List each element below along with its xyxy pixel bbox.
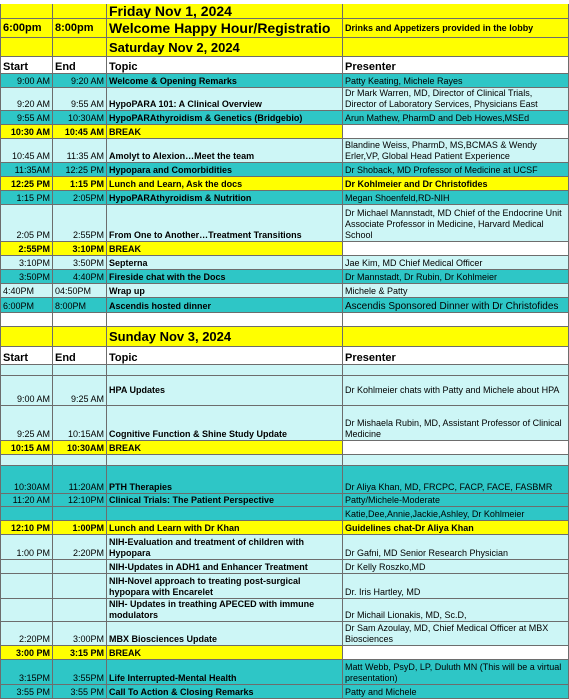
friday-start: 6:00pm [0, 19, 53, 38]
table-row: 6:00PM 8:00PM Ascendis hosted dinner Ascendis Sponsored Dinner with Dr Christofides [0, 298, 569, 313]
table-row: 3:50PM 4:40PM Fireside chat with the Docs Dr Mannstadt, Dr Rubin, Dr Kohlmeier [0, 270, 569, 284]
table-row: 3:15PM 3:55PM Life Interrupted-Mental Health Matt Webb, PsyD, LP, Duluth MN (This will be a virtual presentation) [0, 660, 569, 685]
presenter-header: Presenter [343, 57, 569, 74]
lunch-row: 12:10 PM 1:00PM Lunch and Learn with Dr Khan Guidelines chat-Dr Aliya Khan [0, 521, 569, 535]
table-row: 9:00 AM 9:20 AM Welcome & Opening Remarks Patty Keating, Michele Rayes [0, 74, 569, 88]
end-header: End [53, 57, 107, 74]
table-row: NIH- Updates in treathing APECED with immune modulators Dr Michail Lionakis, MD, Sc.D, [0, 599, 569, 622]
table-row: 9:25 AM 10:15AM Cognitive Function & Shine Study Update Dr Mishaela Rubin, MD, Assistant Professor of Clinical Medicine [0, 406, 569, 441]
break-row: 2:55PM 3:10PM BREAK [0, 242, 569, 256]
table-row: 2:05 PM 2:55PM From One to Another…Treatment Transitions Dr Michael Mannstadt, MD Chief of the Endocrine Unit Associate Professor in Medicine, Harvard Medical School [0, 205, 569, 242]
table-row: 9:20 AM 9:55 AM HypoPARA 101: A Clinical Overview Dr Mark Warren, MD, Director of Clinical Trials, Director of Laboratory Services, Physicians East [0, 88, 569, 111]
table-row: NIH-Updates in ADH1 and Enhancer Treatment Dr Kelly Roszko,MD [0, 560, 569, 574]
sunday-title: Sunday Nov 3, 2024 [107, 327, 343, 347]
friday-title-row [0, 4, 569, 19]
table-row: 2:20PM 3:00PM MBX Biosciences Update Dr Sam Azoulay, MD, Chief Medical Officer at MBX Biosciences [0, 622, 569, 646]
table-row: 10:30AM 11:20AM PTH Therapies Dr Aliya Khan, MD, FRCPC, FACP, FACE, FASBMR [0, 466, 569, 494]
saturday-header-row [0, 57, 569, 74]
table-row: 1:15 PM 2:05PM HypoPARAthyroidism & Nutrition Megan Shoenfeld,RD-NIH [0, 191, 569, 205]
sunday-title-row [0, 327, 569, 347]
table-row: 9:00 AM 9:25 AM HPA Updates Dr Kohlmeier chats with Patty and Michele about HPA [0, 376, 569, 406]
friday-topic: Welcome Happy Hour/Registratio [107, 19, 343, 38]
table-row: 9:55 AM 10:30AM HypoPARAthyroidism & Genetics (Bridgebio) Arun Mathew, PharmD and Deb Howes,MSEd [0, 111, 569, 125]
topic-header: Topic [107, 57, 343, 74]
spacer-row [0, 313, 569, 327]
break-row: 10:15 AM 10:30AM BREAK [0, 441, 569, 455]
friday-end: 8:00pm [53, 19, 107, 38]
friday-event-row [0, 19, 569, 38]
table-row: 4:40PM 04:50PM Wrap up Michele & Patty [0, 284, 569, 298]
table-row: 10:45 AM 11:35 AM Amolyt to Alexion…Meet the team Blandine Weiss, PharmD, MS,BCMAS & Wendy Erler,VP, Global Head Patient Experience [0, 139, 569, 163]
table-row: Katie,Dee,Annie,Jackie,Ashley, Dr Kohlmeier [0, 507, 569, 521]
break-row: 10:30 AM 10:45 AM BREAK [0, 125, 569, 139]
saturday-title: Saturday Nov 2, 2024 [107, 38, 343, 57]
friday-title: Friday Nov 1, 2024 [107, 4, 343, 19]
friday-presenter: Drinks and Appetizers provided in the lobby [343, 19, 569, 38]
table-row: 1:00 PM 2:20PM NIH-Evaluation and treatment of children with Hypopara Dr Gafni, MD Senior Research Physician [0, 535, 569, 560]
lunch-row: 12:25 PM 1:15 PM Lunch and Learn, Ask the docs Dr Kohlmeier and Dr Christofides [0, 177, 569, 191]
table-row: 3:10PM 3:50PM Septerna Jae Kim, MD Chief Medical Officer [0, 256, 569, 270]
break-row: 3:00 PM 3:15 PM BREAK [0, 646, 569, 660]
table-row: 11:20 AM 12:10PM Clinical Trials: The Patient Perspective Patty/Michele-Moderate [0, 494, 569, 507]
table-row: NIH-Novel approach to treating post-surgical hypopara with Encarelet Dr. Iris Hartley, MD [0, 574, 569, 599]
table-row: 11:35AM 12:25 PM Hypopara and Comorbidities Dr Shoback, MD Professor of Medicine at UCSF [0, 163, 569, 177]
sunday-header-row: Start End Topic Presenter [0, 347, 569, 365]
saturday-title-row [0, 38, 569, 57]
start-header: Start [0, 57, 53, 74]
spacer-row [0, 455, 569, 466]
spacer-row [0, 365, 569, 376]
table-row: 3:55 PM 3:55 PM Call To Action & Closing Remarks Patty and Michele [0, 685, 569, 699]
